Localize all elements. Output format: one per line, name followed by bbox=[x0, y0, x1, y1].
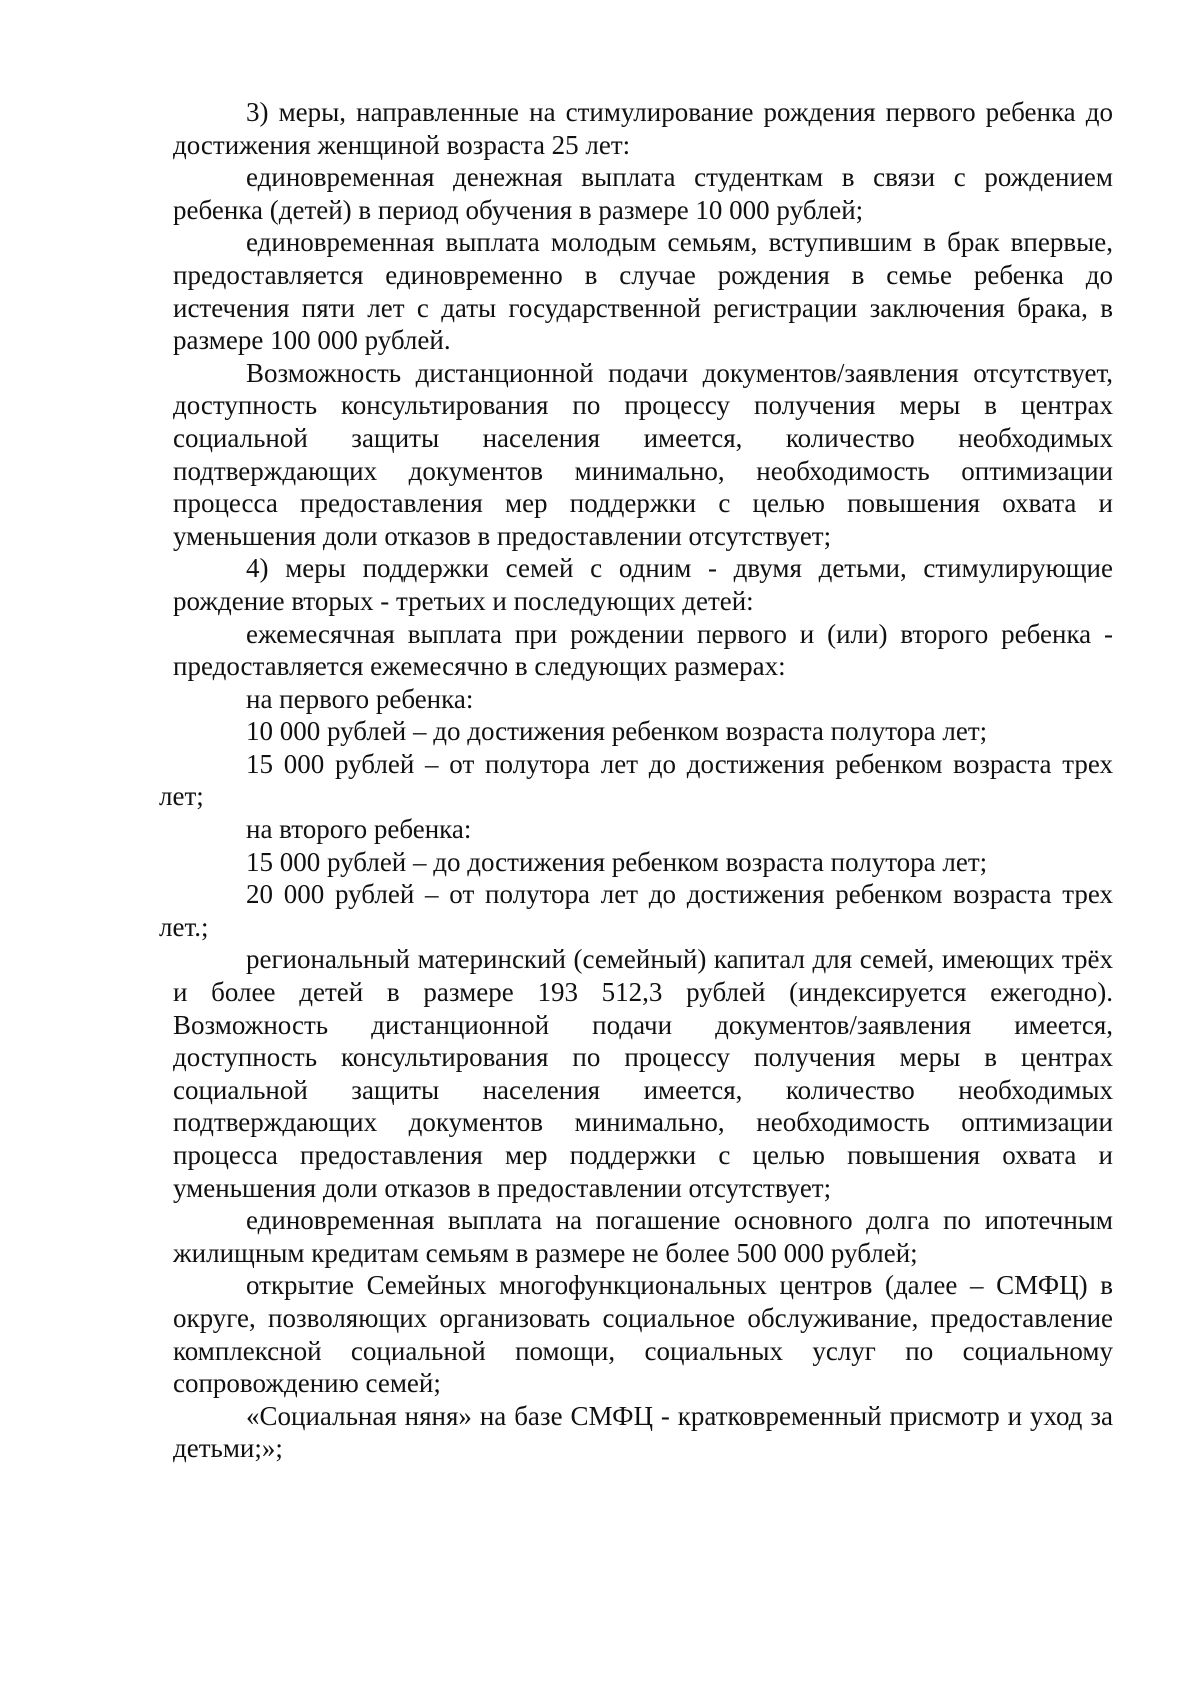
paragraph-student-payment: единовременная денежная выплата студенткам в связи с рождением ребенка (детей) в период обучения в размере 10 000 рублей; bbox=[173, 162, 1113, 225]
paragraph-second-child-amount-2: 20 000 рублей – от полутора лет до достижения ребенком возраста трех лет.; bbox=[159, 879, 1113, 942]
paragraph-social-nanny: «Социальная няня» на базе СМФЦ - кратковременный присмотр и уход за детьми;»; bbox=[173, 1400, 1113, 1464]
paragraph-measure-3-heading: 3) меры, направленные на стимулирование рождения первого ребенка до достижения женщиной возраста 25 лет: bbox=[173, 97, 1113, 160]
paragraph-second-child-amount-1: 15 000 рублей – до достижения ребенком возраста полутора лет; bbox=[246, 846, 988, 877]
paragraph-maternity-capital: региональный материнский (семейный) капитал для семей, имеющих трёх и более детей в размере 193 512,3 рублей (индексируется ежегодно). Возможность дистанционной подачи документов/заявления имеется, доступность консультирования по процессу получения меры в центрах социальной защиты населения имеется, количество необходимых подтверждающих документов минимально, необходимость оптимизации процесса предоставления мер поддержки с целью повышения охвата и уменьшения доли отказов в предоставлении отсутствует; bbox=[173, 944, 1113, 1203]
paragraph-first-child-amount-1: 10 000 рублей – до достижения ребенком возраста полутора лет; bbox=[246, 716, 988, 747]
paragraph-mortgage-payment: единовременная выплата на погашение основного долга по ипотечным жилищным кредитам семьям в размере не более 500 000 рублей; bbox=[173, 1205, 1113, 1268]
paragraph-monthly-payment: ежемесячная выплата при рождении первого и (или) второго ребенка - предоставляется ежемесячно в следующих размерах: bbox=[173, 618, 1113, 682]
paragraph-young-family-payment: единовременная выплата молодым семьям, вступившим в брак впервые, предоставляется единовременно в случае рождения в семье ребенка до истечения пяти лет с даты государственной регистрации заключения брака, в размере 100 000 рублей. bbox=[173, 227, 1113, 356]
paragraph-first-child: на первого ребенка: bbox=[246, 683, 474, 714]
paragraph-remote-submission-absent: Возможность дистанционной подачи документов/заявления отсутствует, доступность консультирования по процессу получения меры в центрах социальной защиты населения имеется, количество необходимых подтверждающих документов минимально, необходимость оптимизации процесса предоставления мер поддержки с целью повышения охвата и уменьшения доли отказов в предоставлении отсутствует; bbox=[173, 357, 1113, 551]
paragraph-measure-4-heading: 4) меры поддержки семей с одним - двумя детьми, стимулирующие рождение вторых - третьих и последующих детей: bbox=[173, 553, 1113, 616]
paragraph-family-centers: открытие Семейных многофункциональных центров (далее – СМФЦ) в округе, позволяющих организовать социальное обслуживание, предоставление комплексной социальной помощи, социальных услуг по социальному сопровождению семей; bbox=[173, 1270, 1113, 1399]
paragraph-second-child: на второго ребенка: bbox=[246, 814, 472, 845]
paragraph-first-child-amount-2: 15 000 рублей – от полутора лет до достижения ребенком возраста трех лет; bbox=[159, 748, 1113, 812]
document-body bbox=[159, 96, 1113, 1465]
